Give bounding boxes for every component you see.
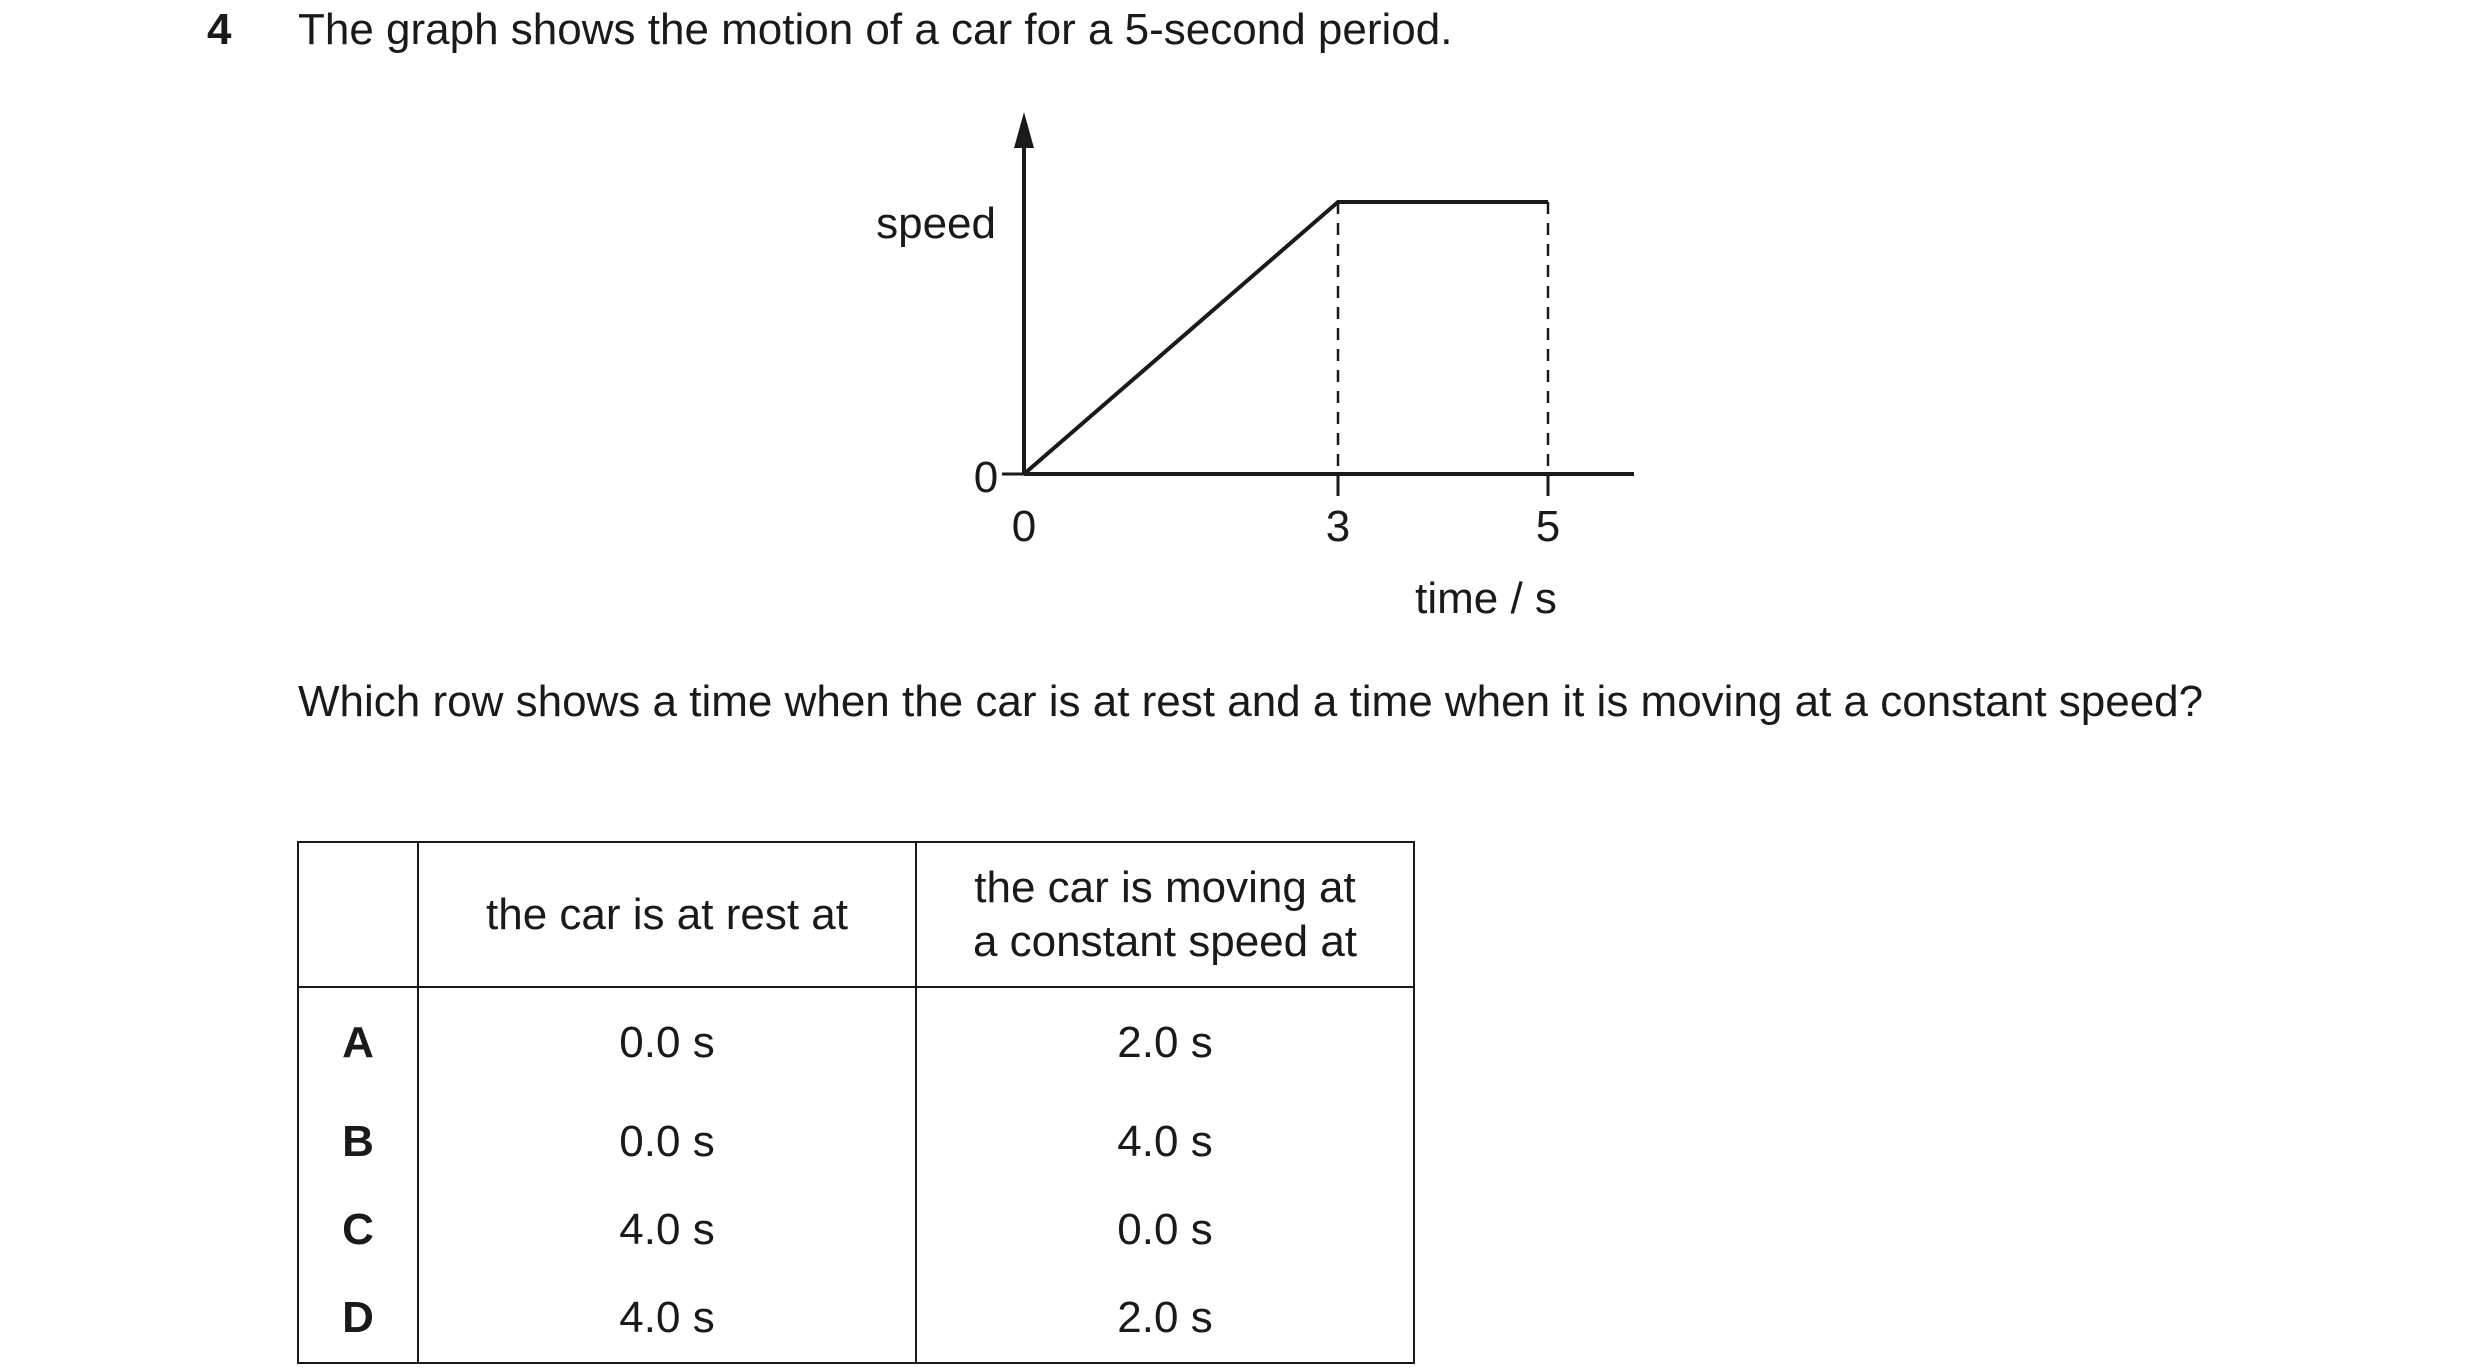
option-letter: A	[298, 987, 418, 1098]
y-axis-arrowhead	[1014, 112, 1034, 148]
constant-speed-time: 4.0 s	[916, 1098, 1414, 1186]
table-row	[298, 1098, 1414, 1186]
rest-time: 4.0 s	[418, 1274, 916, 1363]
table-row	[298, 1274, 1414, 1363]
option-letter: B	[298, 1098, 418, 1186]
x-axis-label: time / s	[1415, 574, 1557, 623]
rest-time: 0.0 s	[418, 1098, 916, 1186]
x-tick-label-3: 3	[1325, 502, 1351, 551]
rest-time: 0.0 s	[418, 987, 916, 1098]
option-letter: D	[298, 1274, 418, 1363]
motion-line	[1024, 202, 1548, 474]
table-row	[298, 987, 1414, 1098]
speed-time-graph	[0, 0, 2480, 660]
constant-speed-time: 0.0 s	[916, 1186, 1414, 1274]
question-stem: The graph shows the motion of a car for a 5-second period.	[298, 5, 1453, 54]
answer-table	[297, 841, 1415, 1364]
header-corner-cell	[298, 842, 418, 987]
y-origin-label: 0	[973, 453, 999, 502]
table-header-row	[298, 842, 1414, 987]
constant-speed-time: 2.0 s	[916, 987, 1414, 1098]
option-letter: C	[298, 1186, 418, 1274]
question-prompt: Which row shows a time when the car is at rest and a time when it is moving at a constant speed?	[298, 677, 2204, 726]
y-axis-label: speed	[876, 199, 996, 248]
constant-speed-time: 2.0 s	[916, 1274, 1414, 1363]
header-rest: the car is at rest at	[418, 842, 916, 987]
rest-time: 4.0 s	[418, 1186, 916, 1274]
x-tick-label-0: 0	[1011, 502, 1037, 551]
table-row	[298, 1186, 1414, 1274]
x-tick-label-5: 5	[1535, 502, 1561, 551]
header-moving: the car is moving at a constant speed at	[916, 842, 1414, 987]
question-number: 4	[207, 5, 232, 54]
